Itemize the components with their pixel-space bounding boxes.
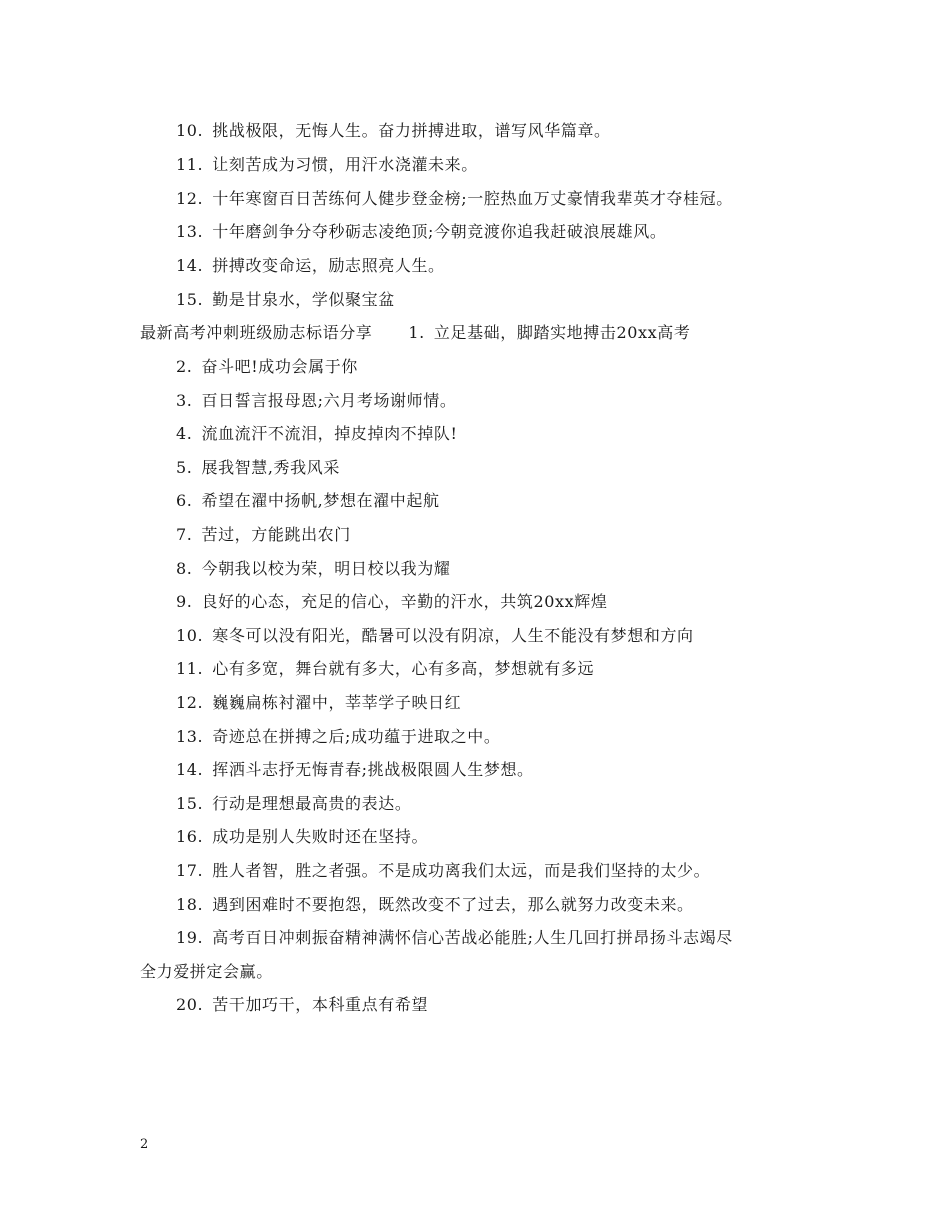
item-text: 十年寒窗百日苦练何人健步登金榜;一腔热血万丈豪情我辈英才夺桂冠。 bbox=[212, 189, 733, 208]
page-number: 2 bbox=[140, 1137, 149, 1152]
list-item bbox=[176, 222, 666, 242]
item-number: 14. bbox=[176, 760, 204, 779]
item-number: 17. bbox=[176, 861, 204, 880]
item-text: 高考百日冲刺振奋精神满怀信心苦战必能胜;人生几回打拼昂扬斗志竭尽 bbox=[212, 928, 733, 947]
list-item bbox=[176, 659, 594, 679]
item-text: 奋斗吧!成功会属于你 bbox=[201, 357, 358, 376]
list-item bbox=[176, 794, 411, 814]
list-item bbox=[176, 189, 733, 209]
item-text: 良好的心态，充足的信心，辛勤的汗水，共筑20xx辉煌 bbox=[201, 592, 608, 611]
item-text: 今朝我以校为荣，明日校以我为耀 bbox=[201, 559, 451, 578]
item-number: 13. bbox=[176, 727, 204, 746]
list-item bbox=[176, 727, 500, 747]
list-item bbox=[176, 928, 733, 948]
item-text: 苦干加巧干，本科重点有希望 bbox=[212, 995, 429, 1014]
list-item bbox=[176, 525, 351, 545]
list-item bbox=[176, 559, 450, 579]
item-text: 成功是别人失败时还在坚持。 bbox=[212, 827, 429, 846]
item-text: 寒冬可以没有阳光，酷暑可以没有阴凉，人生不能没有梦想和方向 bbox=[212, 626, 694, 645]
item-number: 3. bbox=[176, 391, 193, 410]
item-number: 15. bbox=[176, 290, 204, 309]
item-text: 遇到困难时不要抱怨，既然改变不了过去，那么就努力改变未来。 bbox=[212, 895, 694, 914]
item-text: 行动是理想最高贵的表达。 bbox=[212, 794, 412, 813]
item-number: 13. bbox=[176, 222, 204, 241]
item-number: 7. bbox=[176, 525, 193, 544]
item-text: 百日誓言报母恩;六月考场谢师情。 bbox=[201, 391, 457, 410]
item-text: 立足基础，脚踏实地搏击20xx高考 bbox=[433, 323, 691, 342]
list-item bbox=[176, 861, 710, 881]
list-item bbox=[176, 626, 694, 646]
item-text: 让刻苦成为习惯，用汗水浇灌未来。 bbox=[212, 155, 478, 174]
list-item bbox=[176, 693, 461, 713]
list-item bbox=[176, 290, 395, 310]
section-heading: 最新高考冲刺班级励志标语分享 bbox=[140, 323, 373, 342]
list-item bbox=[176, 995, 428, 1015]
item-text: 拼搏改变命运，励志照亮人生。 bbox=[212, 256, 445, 275]
item-number: 9. bbox=[176, 592, 193, 611]
item-number: 16. bbox=[176, 827, 204, 846]
item-text: 勤是甘泉水，学似聚宝盆 bbox=[212, 290, 395, 309]
item-text: 展我智慧,秀我风采 bbox=[201, 458, 340, 477]
list-item bbox=[176, 895, 694, 915]
item-text: 奇迹总在拼搏之后;成功蕴于进取之中。 bbox=[212, 727, 501, 746]
item-number: 12. bbox=[176, 189, 204, 208]
section-heading-line bbox=[140, 323, 690, 343]
item-text: 十年磨剑争分夺秒砺志凌绝顶;今朝竞渡你追我赶破浪展雄风。 bbox=[212, 222, 667, 241]
item-number: 6. bbox=[176, 491, 193, 510]
item-number: 4. bbox=[176, 424, 193, 443]
item-text: 胜人者智，胜之者强。不是成功离我们太远，而是我们坚持的太少。 bbox=[212, 861, 711, 880]
item-number: 19. bbox=[176, 928, 204, 947]
list-item bbox=[176, 592, 607, 612]
item-number: 18. bbox=[176, 895, 204, 914]
item-text: 流血流汗不流泪，掉皮掉肉不掉队! bbox=[201, 424, 458, 443]
list-item bbox=[176, 391, 456, 411]
list-item bbox=[176, 155, 478, 175]
item-text: 苦过，方能跳出农门 bbox=[201, 525, 351, 544]
item-text: 挥洒斗志抒无悔青春;挑战极限圆人生梦想。 bbox=[212, 760, 534, 779]
item-number: 15. bbox=[176, 794, 204, 813]
list-item bbox=[176, 256, 445, 276]
item-number: 5. bbox=[176, 458, 193, 477]
list-item bbox=[176, 827, 428, 847]
list-item bbox=[176, 121, 611, 141]
list-item bbox=[176, 424, 458, 444]
item-text: 挑战极限，无悔人生。奋力拼搏进取，谱写风华篇章。 bbox=[212, 121, 611, 140]
list-item bbox=[176, 491, 440, 511]
item-number: 12. bbox=[176, 693, 204, 712]
item-text: 全力爱拼定会赢。 bbox=[140, 962, 273, 981]
list-item bbox=[176, 760, 534, 780]
item-number: 1. bbox=[408, 323, 425, 342]
item-number: 2. bbox=[176, 357, 193, 376]
item-text: 希望在濯中扬帆,梦想在濯中起航 bbox=[201, 491, 440, 510]
item-text: 巍巍扁栋衬濯中，莘莘学子映日红 bbox=[212, 693, 462, 712]
item-number: 10. bbox=[176, 626, 204, 645]
item-number: 20. bbox=[176, 995, 204, 1014]
item-number: 14. bbox=[176, 256, 204, 275]
item-number: 10. bbox=[176, 121, 204, 140]
list-item bbox=[176, 357, 358, 377]
item-text: 心有多宽，舞台就有多大，心有多高，梦想就有多远 bbox=[212, 659, 595, 678]
list-item-continuation bbox=[140, 962, 273, 982]
item-number: 11. bbox=[176, 155, 204, 174]
item-number: 11. bbox=[176, 659, 204, 678]
item-number: 8. bbox=[176, 559, 193, 578]
list-item bbox=[176, 458, 340, 478]
